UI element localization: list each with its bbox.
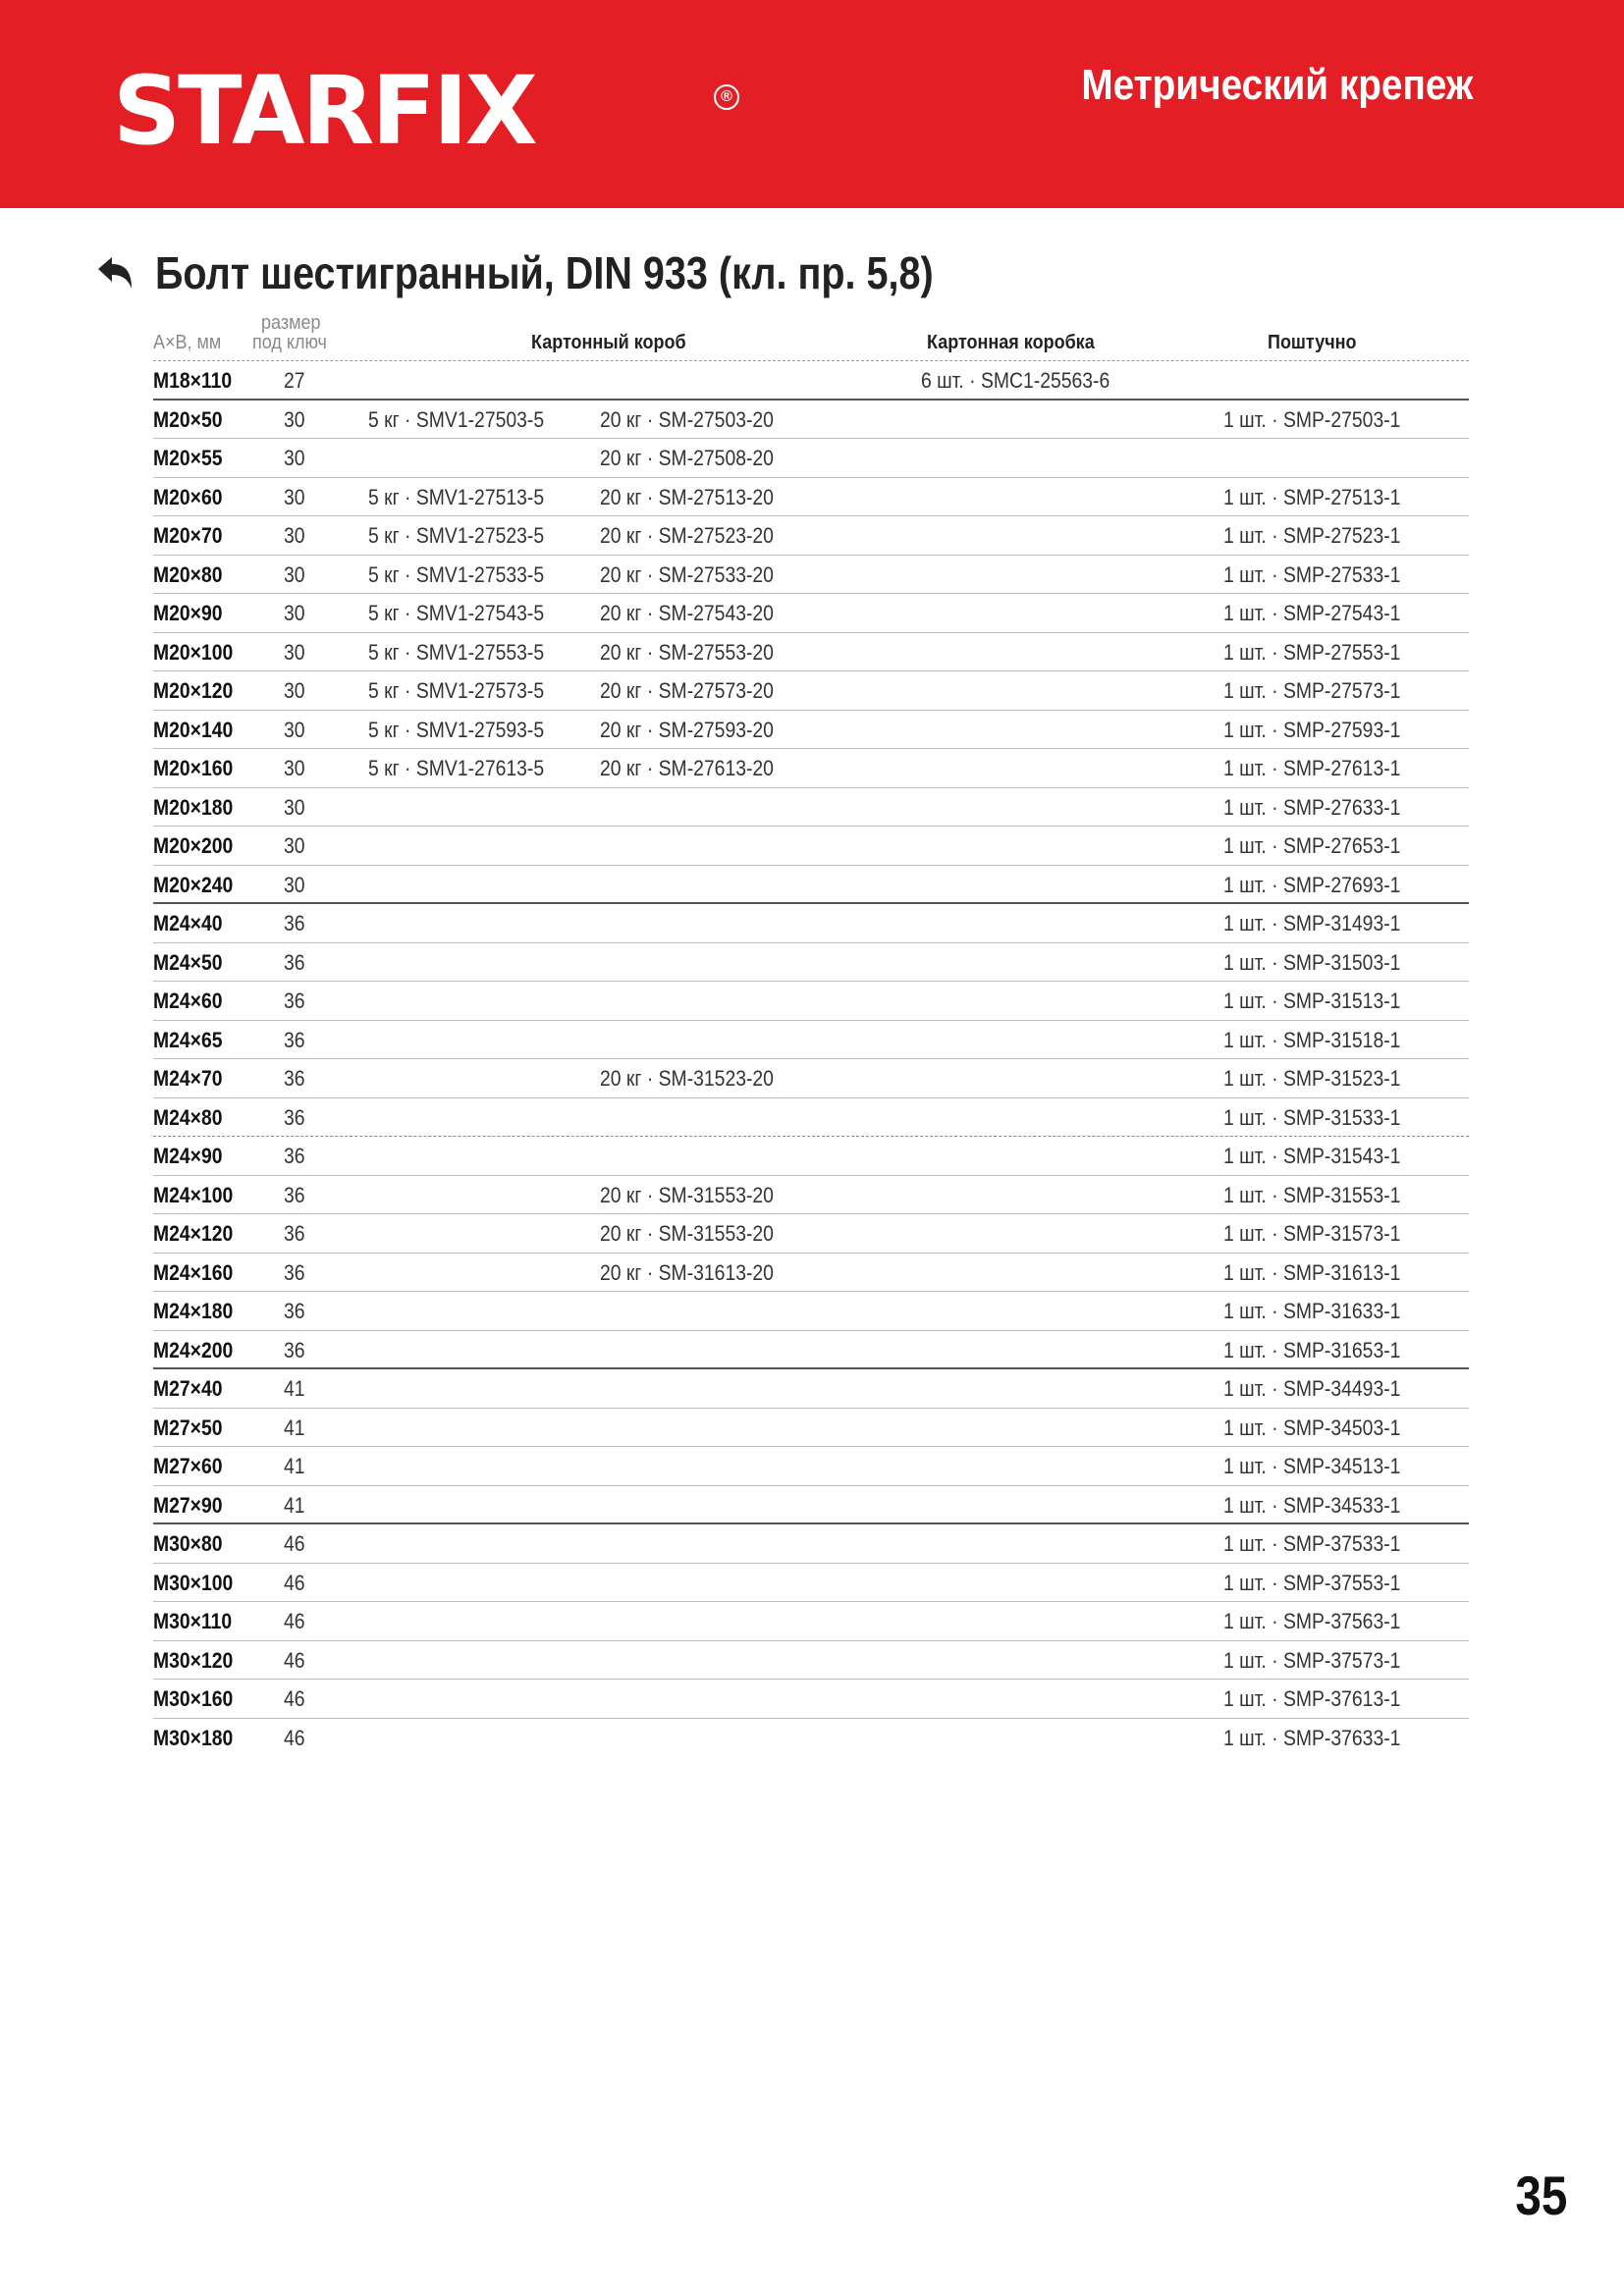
- box-20kg-cell: 20 кг · SM-31523-20: [600, 1066, 774, 1091]
- piece-cell: 1 шт. · SMP-27633-1: [1223, 794, 1401, 820]
- column-box: Картонный короб: [531, 332, 686, 353]
- key-size-cell: 46: [284, 1570, 305, 1595]
- box-5kg-cell: 5 кг · SMV1-27553-5: [368, 639, 545, 665]
- table-row: [153, 904, 1469, 943]
- piece-cell: 1 шт. · SMP-34503-1: [1223, 1415, 1401, 1440]
- key-size-cell: 30: [284, 717, 305, 742]
- table-row: [153, 788, 1469, 828]
- key-size-cell: 30: [284, 484, 305, 509]
- table-body: [153, 361, 1469, 1757]
- box-20kg-cell: 20 кг · SM-31553-20: [600, 1221, 774, 1246]
- size-cell: M30×110: [153, 1609, 233, 1633]
- table-row: [153, 827, 1469, 866]
- section-heading: [96, 243, 1060, 302]
- key-size-cell: 36: [284, 1104, 305, 1130]
- piece-cell: 1 шт. · SMP-31613-1: [1223, 1259, 1401, 1285]
- piece-cell: 1 шт. · SMP-37613-1: [1223, 1686, 1401, 1711]
- piece-cell: 1 шт. · SMP-37533-1: [1223, 1531, 1401, 1556]
- key-size-cell: 46: [284, 1647, 305, 1673]
- box-20kg-cell: 20 кг · SM-27573-20: [600, 678, 774, 703]
- size-cell: M27×50: [153, 1415, 223, 1440]
- box-20kg-cell: 20 кг · SM-31613-20: [600, 1259, 774, 1285]
- piece-cell: 1 шт. · SMP-31653-1: [1223, 1337, 1401, 1362]
- key-size-cell: 30: [284, 561, 305, 587]
- column-key-line2: под ключ: [252, 332, 327, 353]
- piece-cell: 1 шт. · SMP-37573-1: [1223, 1647, 1401, 1673]
- table-row: [153, 1719, 1469, 1758]
- table-row: [153, 1409, 1469, 1448]
- piece-cell: 1 шт. · SMP-27533-1: [1223, 561, 1401, 587]
- table-row: [153, 1137, 1469, 1176]
- table-row: [153, 1059, 1469, 1098]
- key-size-cell: 46: [284, 1531, 305, 1556]
- box-20kg-cell: 20 кг · SM-27523-20: [600, 523, 774, 548]
- key-size-cell: 46: [284, 1725, 305, 1750]
- key-size-cell: 36: [284, 1221, 305, 1246]
- size-cell: M27×90: [153, 1492, 223, 1518]
- box-5kg-cell: 5 кг · SMV1-27513-5: [368, 484, 545, 509]
- box-20kg-cell: 20 кг · SM-31553-20: [600, 1182, 774, 1207]
- key-size-cell: 36: [284, 1027, 305, 1052]
- box-20kg-cell: 20 кг · SM-27553-20: [600, 639, 774, 665]
- size-cell: M24×90: [153, 1144, 223, 1168]
- piece-cell: 1 шт. · SMP-31543-1: [1223, 1144, 1401, 1168]
- return-arrow-icon: [96, 255, 135, 291]
- piece-cell: 1 шт. · SMP-31573-1: [1223, 1221, 1401, 1246]
- table-row: [153, 1369, 1469, 1409]
- table-row: [153, 982, 1469, 1021]
- table-row: [153, 1098, 1469, 1138]
- box-20kg-cell: 20 кг · SM-27503-20: [600, 406, 774, 432]
- logo-text: STARFIX: [113, 56, 535, 166]
- size-cell: M20×240: [153, 872, 234, 897]
- table-row: [153, 1524, 1469, 1564]
- piece-cell: 1 шт. · SMP-27503-1: [1223, 406, 1401, 432]
- key-size-cell: 30: [284, 756, 305, 780]
- size-cell: M24×160: [153, 1259, 234, 1285]
- key-size-cell: 36: [284, 1337, 305, 1362]
- table-row: [153, 1331, 1469, 1370]
- piece-cell: 1 шт. · SMP-37553-1: [1223, 1570, 1401, 1595]
- box-5kg-cell: 5 кг · SMV1-27503-5: [368, 406, 545, 432]
- key-size-cell: 27: [284, 368, 305, 393]
- piece-cell: 1 шт. · SMP-34513-1: [1223, 1454, 1401, 1478]
- piece-cell: 1 шт. · SMP-27693-1: [1223, 872, 1401, 897]
- size-cell: M20×100: [153, 639, 234, 665]
- box-5kg-cell: 5 кг · SMV1-27533-5: [368, 561, 545, 587]
- box-20kg-cell: 20 кг · SM-27543-20: [600, 601, 774, 625]
- key-size-cell: 30: [284, 639, 305, 665]
- table-row: [153, 1564, 1469, 1603]
- key-size-cell: 30: [284, 678, 305, 703]
- table-row: [153, 1021, 1469, 1060]
- key-size-cell: 36: [284, 949, 305, 975]
- piece-cell: 1 шт. · SMP-27543-1: [1223, 601, 1401, 625]
- box-20kg-cell: 20 кг · SM-27513-20: [600, 484, 774, 509]
- size-cell: M24×70: [153, 1066, 223, 1091]
- column-key-line1: размер: [261, 312, 321, 334]
- table-row: [153, 671, 1469, 711]
- size-cell: M20×180: [153, 794, 234, 820]
- table-row: [153, 516, 1469, 556]
- size-cell: M27×60: [153, 1454, 223, 1478]
- size-cell: M24×40: [153, 911, 223, 935]
- piece-cell: 1 шт. · SMP-27573-1: [1223, 678, 1401, 703]
- table-row: [153, 1214, 1469, 1254]
- key-size-cell: 30: [284, 833, 305, 858]
- column-piece: Поштучно: [1268, 332, 1357, 353]
- table-row: [153, 1680, 1469, 1719]
- table-row: [153, 556, 1469, 595]
- key-size-cell: 36: [284, 1144, 305, 1168]
- table-row: [153, 400, 1469, 440]
- section-title: Болт шестигранный, DIN 933 (кл. пр. 5,8): [155, 247, 934, 298]
- size-cell: M24×60: [153, 988, 223, 1013]
- piece-cell: 1 шт. · SMP-37563-1: [1223, 1609, 1401, 1633]
- piece-cell: 1 шт. · SMP-31533-1: [1223, 1104, 1401, 1130]
- key-size-cell: 30: [284, 872, 305, 897]
- piece-cell: 1 шт. · SMP-27653-1: [1223, 833, 1401, 858]
- product-table: [153, 312, 1469, 1757]
- key-size-cell: 30: [284, 406, 305, 432]
- table-row: [153, 633, 1469, 672]
- table-row: [153, 1447, 1469, 1486]
- key-size-cell: 36: [284, 911, 305, 935]
- piece-cell: 1 шт. · SMP-34533-1: [1223, 1492, 1401, 1518]
- key-size-cell: 36: [284, 1259, 305, 1285]
- table-row: [153, 361, 1469, 400]
- table-row: [153, 1641, 1469, 1681]
- column-size: A×B, мм: [153, 332, 222, 353]
- key-size-cell: 46: [284, 1609, 305, 1633]
- column-carton: Картонная коробка: [927, 332, 1095, 353]
- key-size-cell: 30: [284, 794, 305, 820]
- table-row: [153, 711, 1469, 750]
- key-size-cell: 36: [284, 1066, 305, 1091]
- key-size-cell: 30: [284, 523, 305, 548]
- piece-cell: 1 шт. · SMP-37633-1: [1223, 1725, 1401, 1750]
- piece-cell: 1 шт. · SMP-34493-1: [1223, 1376, 1401, 1401]
- key-size-cell: 36: [284, 1299, 305, 1323]
- key-size-cell: 41: [284, 1376, 305, 1401]
- size-cell: M24×180: [153, 1299, 234, 1323]
- size-cell: M20×200: [153, 833, 234, 858]
- table-row: [153, 1486, 1469, 1525]
- size-cell: M20×55: [153, 446, 223, 470]
- box-5kg-cell: 5 кг · SMV1-27543-5: [368, 601, 545, 625]
- piece-cell: 1 шт. · SMP-31523-1: [1223, 1066, 1401, 1091]
- table-row: [153, 478, 1469, 517]
- header-title: Метрический крепеж: [1081, 61, 1473, 109]
- piece-cell: 1 шт. · SMP-31513-1: [1223, 988, 1401, 1013]
- starfix-logo: [113, 56, 732, 166]
- size-cell: M30×120: [153, 1647, 234, 1673]
- key-size-cell: 36: [284, 1182, 305, 1207]
- table-row: [153, 594, 1469, 633]
- size-cell: M20×50: [153, 406, 223, 432]
- table-row: [153, 749, 1469, 788]
- page-number: 35: [1515, 2164, 1567, 2226]
- size-cell: M18×110: [153, 368, 233, 393]
- key-size-cell: 41: [284, 1454, 305, 1478]
- key-size-cell: 30: [284, 446, 305, 470]
- piece-cell: 1 шт. · SMP-31503-1: [1223, 949, 1401, 975]
- table-row: [153, 1292, 1469, 1331]
- table-row: [153, 866, 1469, 905]
- key-size-cell: 36: [284, 988, 305, 1013]
- registered-mark: ®: [714, 84, 739, 110]
- box-5kg-cell: 5 кг · SMV1-27593-5: [368, 717, 545, 742]
- size-cell: M30×180: [153, 1725, 234, 1750]
- size-cell: M27×40: [153, 1376, 223, 1401]
- key-size-cell: 41: [284, 1415, 305, 1440]
- table-row: [153, 1176, 1469, 1215]
- carton-cell: 6 шт. · SMC1-25563-6: [921, 368, 1110, 393]
- size-cell: M20×120: [153, 678, 234, 703]
- page-header: [0, 0, 1624, 208]
- box-20kg-cell: 20 кг · SM-27613-20: [600, 756, 774, 780]
- box-5kg-cell: 5 кг · SMV1-27523-5: [368, 523, 545, 548]
- piece-cell: 1 шт. · SMP-31518-1: [1223, 1027, 1401, 1052]
- piece-cell: 1 шт. · SMP-27523-1: [1223, 523, 1401, 548]
- box-20kg-cell: 20 кг · SM-27593-20: [600, 717, 774, 742]
- key-size-cell: 46: [284, 1686, 305, 1711]
- box-20kg-cell: 20 кг · SM-27508-20: [600, 446, 774, 470]
- size-cell: M24×65: [153, 1027, 223, 1052]
- table-row: [153, 1254, 1469, 1293]
- size-cell: M20×140: [153, 717, 234, 742]
- size-cell: M20×160: [153, 756, 234, 780]
- piece-cell: 1 шт. · SMP-31633-1: [1223, 1299, 1401, 1323]
- size-cell: M20×70: [153, 523, 223, 548]
- box-5kg-cell: 5 кг · SMV1-27613-5: [368, 756, 545, 780]
- box-5kg-cell: 5 кг · SMV1-27573-5: [368, 678, 545, 703]
- piece-cell: 1 шт. · SMP-31493-1: [1223, 911, 1401, 935]
- table-row: [153, 1602, 1469, 1641]
- size-cell: M24×120: [153, 1221, 234, 1246]
- size-cell: M20×60: [153, 484, 223, 509]
- key-size-cell: 30: [284, 601, 305, 625]
- size-cell: M24×100: [153, 1182, 234, 1207]
- size-cell: M30×100: [153, 1570, 234, 1595]
- size-cell: M24×200: [153, 1337, 234, 1362]
- size-cell: M24×50: [153, 949, 223, 975]
- size-cell: M20×80: [153, 561, 223, 587]
- key-size-cell: 41: [284, 1492, 305, 1518]
- piece-cell: 1 шт. · SMP-27513-1: [1223, 484, 1401, 509]
- size-cell: M30×80: [153, 1531, 223, 1556]
- piece-cell: 1 шт. · SMP-31553-1: [1223, 1182, 1401, 1207]
- table-row: [153, 439, 1469, 478]
- piece-cell: 1 шт. · SMP-27613-1: [1223, 756, 1401, 780]
- table-row: [153, 943, 1469, 983]
- piece-cell: 1 шт. · SMP-27593-1: [1223, 717, 1401, 742]
- size-cell: M24×80: [153, 1104, 223, 1130]
- size-cell: M30×160: [153, 1686, 234, 1711]
- table-header: [153, 312, 1469, 361]
- piece-cell: 1 шт. · SMP-27553-1: [1223, 639, 1401, 665]
- size-cell: M20×90: [153, 601, 223, 625]
- box-20kg-cell: 20 кг · SM-27533-20: [600, 561, 774, 587]
